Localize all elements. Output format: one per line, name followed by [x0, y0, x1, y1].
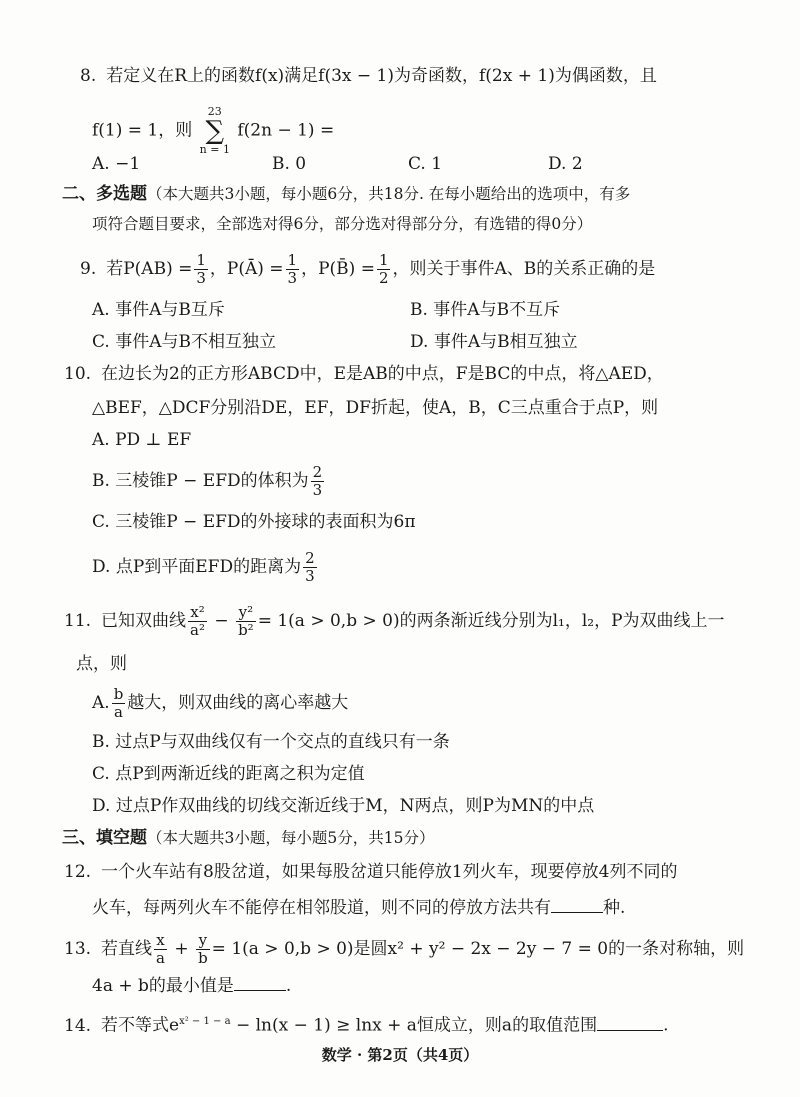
numerator: b — [113, 685, 124, 703]
answer-blank[interactable] — [551, 896, 603, 913]
fraction — [377, 252, 391, 287]
sigma-icon: ∑ — [205, 116, 225, 146]
question-text: 若直线 — [101, 939, 153, 959]
question-text: 已知双曲线 — [101, 611, 187, 631]
fraction — [188, 604, 207, 639]
question-text: 4a + b的最小值是 — [92, 976, 234, 996]
q8-option-d: D. 2 — [548, 154, 583, 174]
option-text: D. 点P到平面EFD的距离为 — [92, 557, 302, 577]
denominator: b — [198, 949, 208, 967]
question-text: ，P(B̄) = — [301, 259, 375, 279]
option-label: A. — [92, 693, 110, 713]
question-text: − ln(x − 1) ≥ lnx + a恒成立，则a的取值范围 — [230, 1015, 598, 1036]
fraction — [194, 252, 208, 287]
q11-option-d: D. 过点P作双曲线的切线交渐近线于M，N两点，则P为MN的中点 — [92, 796, 595, 816]
fraction — [112, 686, 126, 721]
q11-option-a — [92, 686, 348, 721]
q10-option-b — [92, 464, 326, 499]
fraction — [286, 252, 300, 287]
exponent: x² − 1 − a — [179, 1016, 231, 1027]
page-footer: 数学 · 第2页（共4页） — [321, 1046, 479, 1064]
numerator: 1 — [378, 251, 389, 269]
fraction — [303, 550, 317, 585]
fraction — [236, 604, 256, 639]
question-10-line1 — [64, 362, 664, 386]
answer-blank[interactable] — [234, 974, 286, 991]
option-text: B. 三棱锥P − EFD的体积为 — [92, 471, 309, 491]
denominator: 3 — [287, 269, 298, 287]
question-text: 火车，每两列火车不能停在相邻股道，则不同的停放方法共有 — [92, 898, 551, 918]
sum-lower: n = 1 — [199, 143, 230, 156]
question-13-stem — [64, 932, 744, 967]
question-number: 11. — [64, 611, 92, 631]
numerator: y² — [236, 604, 256, 622]
question-8-line2 — [92, 106, 334, 156]
option-text: 越大，则双曲线的离心率越大 — [127, 693, 349, 713]
question-text: 若P(AB) = — [106, 259, 193, 279]
operator: − — [209, 611, 235, 631]
denominator: 3 — [312, 481, 323, 499]
question-number: 14. — [64, 1015, 92, 1036]
question-text: 在边长为2的正方形ABCD中，E是AB的中点，F是BC的中点，将△AED， — [101, 364, 664, 384]
q11-option-c: C. 点P到两渐近线的距离之积为定值 — [92, 764, 365, 784]
denominator: a² — [190, 621, 206, 639]
section-2-header-line2 — [92, 212, 592, 236]
numerator: 2 — [312, 463, 323, 481]
answer-blank[interactable] — [597, 1014, 663, 1031]
q8-option-a: A. −1 — [92, 154, 141, 174]
question-text: . — [285, 976, 292, 996]
question-14-stem — [64, 1010, 668, 1038]
summation-symbol — [200, 106, 230, 156]
question-8-line1 — [80, 64, 657, 88]
q9-option-d: D. 事件A与B相互独立 — [410, 332, 578, 352]
fraction — [311, 464, 325, 499]
numerator: 1 — [196, 251, 206, 269]
denominator: 3 — [196, 269, 206, 287]
sum-upper: 23 — [207, 105, 222, 118]
question-text: ，P(Ā) = — [209, 259, 284, 279]
question-number: 13. — [64, 939, 92, 959]
section-note: （本大题共3小题，每小题6分，共18分. 在每小题给出的选项中，有多 — [147, 185, 631, 203]
q9-option-a: A. 事件A与B互斥 — [92, 300, 225, 320]
question-text: 种. — [603, 898, 626, 918]
denominator: a — [114, 703, 123, 721]
question-text: 一个火车站有8股岔道，如果每股岔道只能停放1列火车，现要停放4列不同的 — [101, 862, 678, 882]
numerator: 2 — [305, 549, 315, 567]
q8-option-c: C. 1 — [408, 154, 443, 174]
question-12-line2 — [92, 896, 625, 920]
question-12-line1 — [64, 860, 678, 884]
question-text: . — [663, 1015, 669, 1036]
q8-option-b: B. 0 — [272, 154, 307, 174]
question-text: = 1(a > 0,b > 0)的两条渐近线分别为l₁，l₂，P为双曲线上一 — [257, 611, 725, 631]
question-text: 若定义在R上的函数f(x)满足f(3x − 1)为奇函数，f(2x + 1)为偶函数，且 — [106, 66, 657, 86]
section-note: 项符合题目要求，全部选对得6分，部分选对得部分分，有选错的得0分） — [92, 215, 593, 233]
q11-option-b: B. 过点P与双曲线仅有一个交点的直线只有一条 — [92, 732, 450, 752]
numerator: x — [154, 932, 167, 950]
section-title: 三、填空题 — [62, 828, 147, 848]
question-text: ，则关于事件A、B的关系正确的是 — [392, 259, 656, 279]
numerator: 1 — [287, 251, 298, 269]
section-3-header — [62, 826, 434, 850]
section-2-header — [62, 182, 630, 206]
denominator: 2 — [378, 269, 389, 287]
question-13-line2 — [92, 974, 291, 998]
question-11-line2: 点，则 — [76, 654, 127, 674]
operator: + — [169, 939, 195, 959]
fraction — [154, 932, 167, 967]
denominator: b² — [238, 621, 254, 639]
section-note: （本大题共3小题，每小题5分，共15分） — [147, 829, 435, 847]
question-text: f(1) = 1，则 — [92, 120, 193, 141]
question-text: = 1(a > 0,b > 0)是圆x² + y² − 2x − 2y − 7 = 0的一条对称轴，则 — [211, 939, 745, 959]
fraction — [196, 932, 210, 967]
numerator: x² — [188, 604, 207, 622]
denominator: a — [156, 949, 165, 967]
section-title: 二、多选题 — [62, 184, 147, 204]
question-text: f(2n − 1) = — [237, 120, 335, 141]
question-text: 若不等式e — [101, 1015, 180, 1036]
question-number: 8. — [80, 66, 97, 86]
denominator: 3 — [305, 567, 315, 585]
q9-option-b: B. 事件A与B不互斥 — [410, 300, 561, 320]
numerator: y — [196, 932, 210, 950]
question-10-line2: △BEF，△DCF分别沿DE，EF，DF折起，使A，B，C三点重合于点P，则 — [92, 398, 659, 418]
question-number: 9. — [80, 259, 97, 279]
q10-option-a: A. PD ⊥ EF — [92, 430, 192, 450]
q10-option-d — [92, 550, 319, 585]
q10-option-c: C. 三棱锥P − EFD的外接球的表面积为6π — [92, 512, 416, 532]
question-9-stem — [80, 252, 655, 287]
q9-option-c: C. 事件A与B不相互独立 — [92, 332, 276, 352]
question-number: 12. — [64, 862, 92, 882]
question-number: 10. — [64, 364, 92, 384]
question-11-stem — [64, 604, 725, 639]
